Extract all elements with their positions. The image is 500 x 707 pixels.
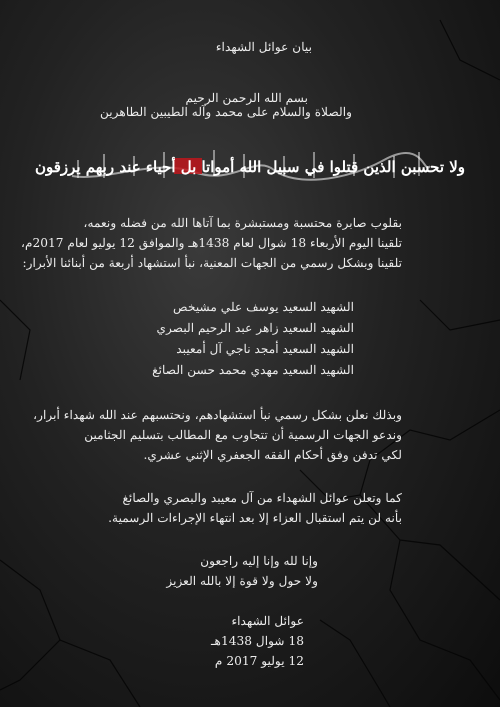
paragraph-line: كما وتعلن عوائل الشهداء من آل معيبد والبصري والصائغ [122, 491, 402, 505]
condolence-notice-paragraph [108, 488, 402, 528]
closing-prayer [166, 551, 318, 591]
closing-line: ولا حول ولا قوة إلا بالله العزيز [166, 574, 318, 588]
martyr-name: الشهيد السعيد يوسف علي مشيخص [173, 300, 354, 314]
signature-block [211, 611, 304, 671]
paragraph-line: تلقينا اليوم الأربعاء 18 شوال لعام 1438هـ والموافق 12 يوليو لعام 2017م، [21, 236, 402, 250]
gregorian-date: 12 يوليو 2017 م [214, 654, 304, 668]
martyrs-list [152, 297, 354, 381]
salawat [100, 102, 352, 122]
hijri-date: 18 شوال 1438هـ [210, 634, 304, 648]
paragraph-line: لكي تدفن وفق أحكام الفقه الجعفري الإثني عشري. [143, 448, 402, 462]
official-announcement-paragraph [33, 405, 402, 465]
paragraph-line: بأنه لن يتم استقبال العزاء إلا بعد انتهاء الإجراءات الرسمية. [108, 511, 402, 525]
salawat-text: والصلاة والسلام على محمد وآله الطيبين الطاهرين [100, 105, 352, 119]
martyr-name: الشهيد السعيد أمجد ناجي آل أمعيبد [176, 342, 354, 356]
quran-verse-text: ولا تحسبن الذين قتلوا في سبيل الله أمواتا بل أحياء عند ربهم يرزقون [34, 158, 466, 176]
paragraph-line: تلقينا وبشكل رسمي من الجهات المعنية، نبأ استشهاد أربعة من أبنائنا الأبرار: [22, 256, 402, 270]
paragraph-line: بقلوب صابرة محتسبة ومستبشرة بما آتاها الله من فضله ونعمه، [83, 216, 402, 230]
closing-line: وإنا لله وإنا إليه راجعون [200, 554, 318, 568]
martyr-name: الشهيد السعيد زاهر عبد الرحيم البصري [156, 321, 354, 335]
martyr-name: الشهيد السعيد مهدي محمد حسن الصائغ [152, 363, 354, 377]
statement-title [216, 37, 312, 57]
basmala-text: بسم الله الرحمن الرحيم [185, 91, 308, 105]
statement-title-text: بيان عوائل الشهداء [215, 40, 312, 54]
paragraph-line: وبذلك نعلن بشكل رسمي نبأ استشهادهم، ونحتسبهم عند الله شهداء أبرار، [33, 408, 402, 422]
quran-verse-calligraphy [34, 146, 466, 184]
signer-name: عوائل الشهداء [231, 614, 304, 628]
paragraph-line: وندعو الجهات الرسمية أن تتجاوب مع المطالب بتسليم الجثامين [84, 428, 402, 442]
announcement-paragraph [21, 213, 402, 273]
